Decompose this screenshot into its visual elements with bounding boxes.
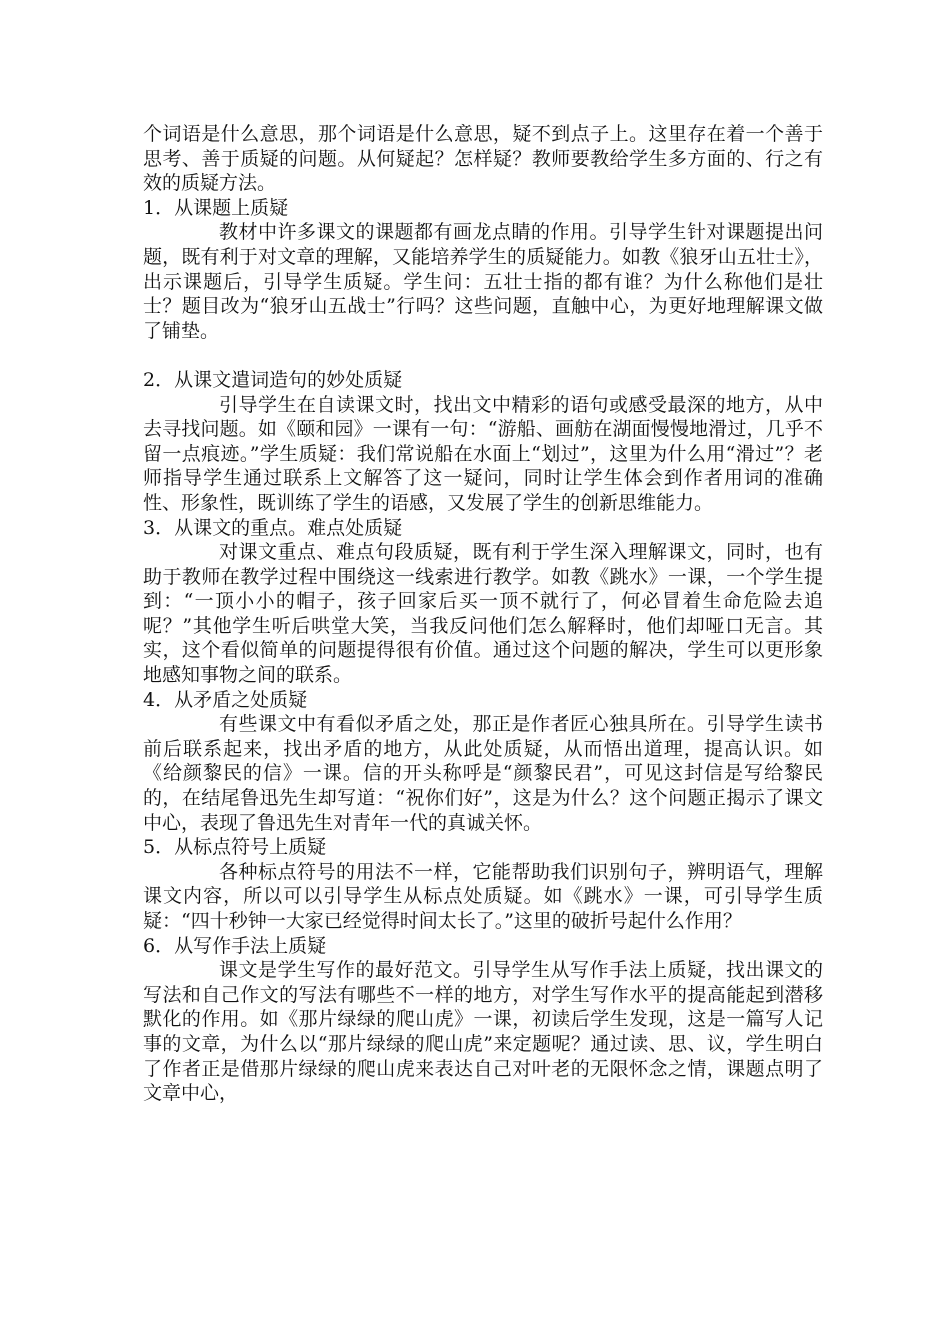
section-heading-1: 1．从课题上质疑	[143, 196, 289, 219]
section-body-4: 有些课文中有看似矛盾之处，那正是作者匠心独具所在。引导学生读书前后联系起来，找出矛盾的地方，从此处质疑，从而悟出道理，提高认识。如《给颜黎民的信》一课。信的开头称呼是“颜黎民君”，可见这封信是写给黎民的，在结尾鲁迅先生却写道：“祝你们好”，这是为什么？这个问题正揭示了课文中心，表现了鲁迅先生对青年一代的真诚关怀。	[143, 713, 823, 834]
section-heading-3: 3．从课文的重点。难点处质疑	[143, 516, 403, 539]
section-heading-4: 4．从矛盾之处质疑	[143, 688, 308, 711]
section-body-6: 课文是学生写作的最好范文。引导学生从写作手法上质疑，找出课文的写法和自己作文的写法有哪些不一样的地方，对学生写作水平的提高能起到潜移默化的作用。如《那片绿绿的爬山虎》一课，初读后学生发现，这是一篇写人记事的文章，为什么以“那片绿绿的爬山虎”来定题呢？通过读、思、议，学生明白了作者正是借那片绿绿的爬山虎来表达自己对叶老的无限怀念之情，课题点明了文章中心，	[143, 959, 823, 1105]
section-heading-5: 5．从标点符号上质疑	[143, 836, 327, 859]
section-body-1: 教材中许多课文的课题都有画龙点睛的作用。引导学生针对课题提出问题，既有利于对文章的理解，又能培养学生的质疑能力。如教《狼牙山五壮士》，出示课题后，引导学生质疑。学生问：五壮士指的都有谁？为什么称他们是壮士？题目改为“狼牙山五战士”行吗？这些问题，直触中心，为更好地理解课文做了铺垫。	[143, 221, 823, 342]
section-heading-6: 6．从写作手法上质疑	[143, 934, 327, 957]
section-body-5: 各种标点符号的用法不一样，它能帮助我们识别句子，辨明语气，理解课文内容，所以可以引导学生从标点处质疑。如《跳水》一课，可引导学生质疑：“四十秒钟一大家已经觉得时间太长了。”这里的破折号起什么作用？	[143, 860, 823, 932]
section-body-2: 引导学生在自读课文时，找出文中精彩的语句或感受最深的地方，从中去寻找问题。如《颐和园》一课有一句：“游船、画舫在湖面慢慢地滑过，几乎不留一点痕迹。”学生质疑：我们常说船在水面上“划过”，这里为什么用“滑过”？老师指导学生通过联系上文解答了这一疑问，同时让学生体会到作者用词的准确性、形象性，既训练了学生的语感，又发展了学生的创新思维能力。	[143, 393, 823, 514]
document-page	[143, 122, 823, 1106]
section-body-3: 对课文重点、难点句段质疑，既有利于学生深入理解课文，同时，也有助于教师在教学过程中围绕这一线索进行教学。如教《跳水》一课，一个学生提到：“一顶小小的帽子，孩子回家后买一顶不就行了，何必冒着生命危险去追呢？”其他学生听后哄堂大笑，当我反问他们怎么解释时，他们却哑口无言。其实，这个看似简单的问题提得很有价值。通过这个问题的解决，学生可以更形象地感知事物之间的联系。	[143, 541, 823, 687]
blank-line	[143, 343, 823, 368]
intro-paragraph: 个词语是什么意思，那个词语是什么意思，疑不到点子上。这里存在着一个善于思考、善于质疑的问题。从何疑起？怎样疑？教师要教给学生多方面的、行之有效的质疑方法。	[143, 123, 823, 195]
section-heading-2: 2．从课文遣词造句的妙处质疑	[143, 368, 403, 391]
